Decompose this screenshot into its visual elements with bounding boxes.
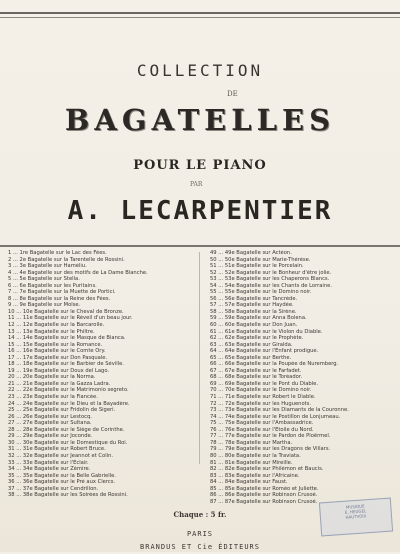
catalog-entry: 12 ... 12e Bagatelle sur la Barcarolle. bbox=[8, 322, 105, 329]
price-line: Chaque : 5 fr. bbox=[173, 510, 227, 519]
catalog-entry: 37 ... 37e Bagatelle sur Cendrillon. bbox=[8, 485, 99, 492]
catalog-entry: 86 ... 86e Bagatelle sur Robinson Crusoé. bbox=[210, 492, 318, 499]
catalog-entry: 27 ... 27e Bagatelle sur Sultana. bbox=[8, 420, 92, 427]
catalog-entry: 83 ... 83e Bagatelle sur l'Africaine. bbox=[210, 472, 300, 479]
catalog-entry: 74 ... 74e Bagatelle sur le Postillon de Lonjumeau. bbox=[210, 413, 341, 420]
catalog-entry: 14 ... 14e Bagatelle sur le Masque de Bianca. bbox=[8, 335, 126, 342]
catalog-entry: 85 ... 85e Bagatelle sur Roméo et Juliette. bbox=[210, 485, 319, 492]
catalog-entry: 30 ... 30e Bagatelle sur le Domestique du Roi. bbox=[8, 439, 128, 446]
catalog-entry: 16 ... 16e Bagatelle sur le Comte Ory. bbox=[8, 348, 106, 355]
library-stamp bbox=[319, 498, 393, 537]
top-inner-border-line bbox=[0, 17, 400, 20]
catalog-entry: 68 ... 68e Bagatelle sur le Toréador. bbox=[210, 374, 303, 381]
catalog-entry: 22 ... 22e Bagatelle sur le Matrimonio segreto. bbox=[8, 387, 129, 394]
catalog-entry: 1 ... 1re Bagatelle sur le Lac des Fées. bbox=[8, 250, 107, 256]
catalog-entry: 6 ... 6e Bagatelle sur les Puritains. bbox=[8, 282, 97, 289]
catalog-entry: 17 ... 17e Bagatelle sur Don Pasquale. bbox=[8, 354, 108, 361]
catalog-entry: 58 ... 58e Bagatelle sur la Sirène. bbox=[210, 308, 297, 315]
catalog-entry: 33 ... 33e Bagatelle sur l'Éclair. bbox=[8, 459, 89, 466]
catalog-entry: 35 ... 35e Bagatelle sur la Belle Gabrielle. bbox=[8, 472, 116, 479]
de-label: DE bbox=[227, 90, 238, 98]
column-divider bbox=[199, 252, 200, 464]
catalog-list-right bbox=[210, 250, 380, 505]
catalog-entry: 72 ... 72e Bagatelle sur les Huguenots. bbox=[210, 400, 312, 407]
catalog-entry: 38 ... 38e Bagatelle sur les Soirées de Rossini. bbox=[8, 492, 128, 499]
catalog-entry: 4 ... 4e Bagatelle sur des motifs de La Dame Blanche. bbox=[8, 269, 148, 276]
pour-le-piano-subtitle: POUR LE PIANO bbox=[133, 158, 267, 173]
publisher-name: BRANDUS ET Cie ÉDITEURS bbox=[140, 543, 260, 551]
catalog-entry: 56 ... 56e Bagatelle sur Tancrède. bbox=[210, 295, 298, 302]
catalog-entry: 2 ... 2e Bagatelle sur la Tarentelle de Rossini. bbox=[8, 256, 125, 263]
catalog-entry: 19 ... 19e Bagatelle sur Doux del Lago. bbox=[8, 367, 110, 374]
catalog-entry: 52 ... 52e Bagatelle sur le Bonheur d'être jolie. bbox=[210, 269, 332, 276]
catalog-list-left bbox=[8, 250, 178, 499]
catalog-entry: 53 ... 53e Bagatelle sur les Chaperons Blancs. bbox=[210, 276, 330, 283]
catalog-entry: 55 ... 55e Bagatelle sur le Domino noir. bbox=[210, 289, 312, 296]
catalog-entry: 25 ... 25e Bagatelle sur Fridolin de Sigeri. bbox=[8, 407, 116, 414]
catalog-entry: 69 ... 69e Bagatelle sur le Pont du Diable. bbox=[210, 380, 319, 387]
catalog-entry: 63 ... 63e Bagatelle sur Giralda. bbox=[210, 341, 293, 348]
catalog-entry: 11 ... 11e Bagatelle sur le Réveil d'un beau jour. bbox=[8, 315, 133, 322]
catalog-entry: 26 ... 26e Bagatelle sur Lestocq. bbox=[8, 413, 92, 420]
bagatelles-title: BAGATELLES bbox=[64, 103, 336, 137]
catalog-entry: 66 ... 66e Bagatelle sur la Poupée de Nuremberg. bbox=[210, 361, 339, 368]
catalog-entry: 51 ... 51e Bagatelle sur le Porcelain. bbox=[210, 263, 304, 270]
catalog-entry: 64 ... 64e Bagatelle sur l'Enfant prodigue. bbox=[210, 348, 319, 355]
catalog-entry: 60 ... 60e Bagatelle sur Don Juan. bbox=[210, 322, 298, 329]
catalog-entry: 84 ... 84e Bagatelle sur Faust. bbox=[210, 479, 288, 486]
catalog-entry: 23 ... 23e Bagatelle sur la Fiancée. bbox=[8, 394, 98, 401]
catalog-entry: 10 ... 10e Bagatelle sur le Cheval de Bronze. bbox=[8, 308, 124, 315]
catalog-entry: 7 ... 7e Bagatelle sur la Muette de Portici. bbox=[8, 289, 116, 296]
catalog-entry: 32 ... 32e Bagatelle sur Jeannot et Colin. bbox=[8, 452, 114, 459]
catalog-entry: 75 ... 75e Bagatelle sur l'Ambassadrice. bbox=[210, 420, 314, 427]
publisher-city: PARIS bbox=[186, 530, 214, 538]
catalog-entry: 34 ... 34e Bagatelle sur Zémire. bbox=[8, 466, 91, 473]
collection-heading: COLLECTION bbox=[136, 61, 264, 80]
catalog-entry: 9 ... 9e Bagatelle sur Moïse. bbox=[8, 302, 81, 309]
catalog-entry: 59 ... 59e Bagatelle sur Anna Bolena. bbox=[210, 315, 307, 322]
catalog-entry: 36 ... 36e Bagatelle sur le Pré aux Clercs. bbox=[8, 479, 116, 486]
catalog-entry: 70 ... 70e Bagatelle sur le Domino noir. bbox=[210, 387, 312, 394]
catalog-entry: 3 ... 3e Bagatelle sur Haméliu. bbox=[8, 263, 87, 270]
catalog-entry: 79 ... 79e Bagatelle sur les Dragons de Villars. bbox=[210, 446, 331, 453]
catalog-entry: 73 ... 73e Bagatelle sur les Diamants de la Couronne. bbox=[210, 407, 349, 414]
catalog-entry: 81 ... 81e Bagatelle sur Mireille. bbox=[210, 459, 293, 466]
catalog-entry: 80 ... 80e Bagatelle sur la Traviata. bbox=[210, 452, 301, 459]
catalog-entry: 50 ... 50e Bagatelle sur Marie-Thérèse. bbox=[210, 256, 311, 263]
catalog-entry: 15 ... 15e Bagatelle sur la Romance. bbox=[8, 341, 103, 348]
catalog-entry: 77 ... 77e Bagatelle sur le Pardon de Ploërmel. bbox=[210, 433, 331, 440]
catalog-entry: 8 ... 8e Bagatelle sur la Reine des Fées. bbox=[8, 295, 111, 302]
catalog-entry: 13 ... 13e Bagatelle sur le Philtre. bbox=[8, 328, 95, 335]
catalog-entry: 82 ... 82e Bagatelle sur Philémon et Baucis. bbox=[210, 466, 324, 473]
catalog-entry: 24 ... 24e Bagatelle sur le Dieu et la Bayadère. bbox=[8, 400, 130, 407]
stamp-line: E. HEUGEL bbox=[344, 508, 367, 515]
catalog-entry: 76 ... 76e Bagatelle sur l'Étoile du Nord. bbox=[210, 426, 314, 433]
catalog-entry: 29 ... 29e Bagatelle sur Joconde. bbox=[8, 433, 93, 440]
list-top-divider bbox=[0, 245, 400, 247]
catalog-entry: 62 ... 62e Bagatelle sur le Prophète. bbox=[210, 335, 304, 342]
catalog-entry: 31 ... 31e Bagatelle sur Robert Bruce. bbox=[8, 446, 106, 453]
catalog-entry: 87 ... 87e Bagatelle sur Robinson Crusoé. bbox=[210, 498, 318, 505]
catalog-entry: 65 ... 65e Bagatelle sur Berthe. bbox=[210, 354, 292, 361]
catalog-entry: 5 ... 5e Bagatelle sur Stella. bbox=[8, 276, 80, 283]
catalog-entry: 21 ... 21e Bagatelle sur la Gazza Ladra. bbox=[8, 380, 111, 387]
stamp-line: HAUTVOIX bbox=[345, 513, 367, 520]
catalog-entry: 71 ... 71e Bagatelle sur Robert le Diable. bbox=[210, 394, 316, 401]
catalog-entry: 78 ... 78e Bagatelle sur Martha. bbox=[210, 439, 293, 446]
composer-name: A. LECARPENTIER bbox=[67, 196, 333, 226]
catalog-entry: 67 ... 67e Bagatelle sur le Farfadet. bbox=[210, 367, 302, 374]
catalog-entry: 49 ... 49e Bagatelle sur Actéon. bbox=[210, 250, 292, 256]
par-label: PAR bbox=[190, 181, 203, 188]
catalog-entry: 61 ... 61e Bagatelle sur le Violon du Diable. bbox=[210, 328, 323, 335]
stamp-line: MUSIQUE bbox=[345, 503, 365, 510]
catalog-entry: 28 ... 28e Bagatelle sur le Siège de Corinthe. bbox=[8, 426, 125, 433]
catalog-entry: 18 ... 18e Bagatelle sur le Barbier de Séville. bbox=[8, 361, 124, 368]
catalog-entry: 20 ... 20e Bagatelle sur la Norma. bbox=[8, 374, 96, 381]
catalog-entry: 57 ... 57e Bagatelle sur Haydée. bbox=[210, 302, 294, 309]
catalog-entry: 54 ... 54e Bagatelle sur les Chants de Lorraine. bbox=[210, 282, 332, 289]
